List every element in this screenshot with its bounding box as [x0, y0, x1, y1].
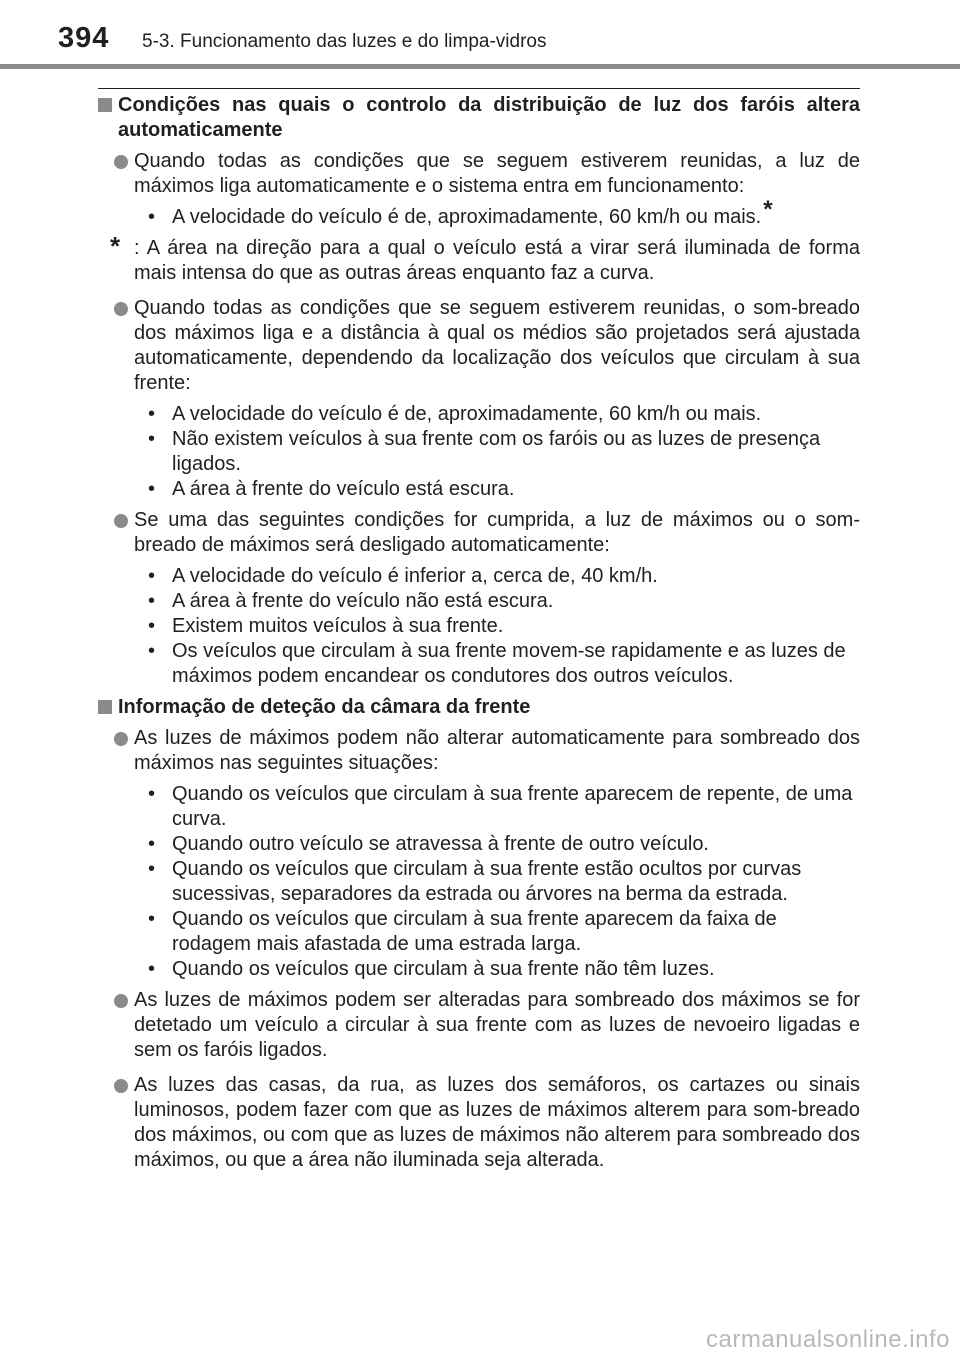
- paragraph-text: Quando todas as condições que se seguem estiverem reunidas, o som-breado dos máximos liga e a distância à qual os médios são projetados será ajustada automaticamente, dependendo da localização dos veículos que circulam à sua frente:: [134, 297, 860, 394]
- sub-list: [134, 402, 860, 502]
- sub-item-text: Quando outro veículo se atravessa à frente de outro veículo.: [172, 833, 709, 855]
- circle-bullet-icon: [114, 302, 128, 316]
- footnote-text: : A área na direção para a qual o veículo está a virar será iluminada de forma mais intensa do que as outras áreas enquanto faz a curva.: [134, 237, 860, 284]
- sub-item-text: Quando os veículos que circulam à sua frente aparecem da faixa de rodagem mais afastada de uma estrada larga.: [172, 908, 777, 955]
- sub-item-text: A velocidade do veículo é de, aproximadamente, 60 km/h ou mais.: [172, 206, 762, 228]
- header-divider: [0, 64, 960, 69]
- sub-list-item: [134, 477, 860, 502]
- circle-bullet-icon: [114, 1079, 128, 1093]
- list-item: [98, 726, 860, 776]
- sub-item-text: Quando os veículos que circulam à sua frente aparecem de repente, de uma curva.: [172, 783, 853, 830]
- list-item: [98, 988, 860, 1063]
- sub-list-item: [134, 782, 860, 832]
- footnote: [98, 231, 860, 286]
- paragraph-text: As luzes de máximos podem ser alteradas para sombreado dos máximos se for detetado um veículo a circular à sua frente com as luzes de nevoeiro ligadas e sem os faróis ligados.: [134, 989, 860, 1061]
- sub-list-item: [134, 857, 860, 907]
- sub-list-item: [134, 614, 860, 639]
- section-heading-text: Informação de deteção da câmara da frente: [118, 696, 531, 718]
- sub-list: [134, 782, 860, 982]
- paragraph-text: As luzes de máximos podem não alterar automaticamente para sombreado dos máximos nas seguintes situações:: [134, 727, 860, 774]
- dot-bullet: •: [148, 958, 156, 980]
- sub-list-item: [134, 196, 860, 230]
- list-item: [98, 1073, 860, 1173]
- dot-bullet: •: [148, 783, 156, 805]
- sub-item-text: Não existem veículos à sua frente com os faróis ou as luzes de presença ligados.: [172, 428, 821, 475]
- content-top-rule: [98, 88, 860, 89]
- paragraph-text: As luzes das casas, da rua, as luzes dos semáforos, os cartazes ou sinais luminosos, podem fazer com que as luzes de máximos alterem para som-breado dos máximos, ou com que as luzes de máximos não alterem para sombreado dos máximos, ou que a área não iluminada seja alterada.: [134, 1074, 860, 1171]
- dot-bullet: •: [148, 640, 156, 662]
- sub-list-item: [134, 402, 860, 427]
- sub-list: [134, 564, 860, 689]
- sub-item-text: A velocidade do veículo é de, aproximadamente, 60 km/h ou mais.: [172, 403, 762, 425]
- page-header: [0, 0, 960, 66]
- dot-bullet: •: [148, 403, 156, 425]
- page-number: 394: [58, 22, 110, 54]
- sub-list-item: [134, 564, 860, 589]
- dot-bullet: •: [148, 478, 156, 500]
- sub-item-text: Quando os veículos que circulam à sua frente não têm luzes.: [172, 958, 715, 980]
- dot-bullet: •: [148, 206, 156, 228]
- square-bullet-icon: [98, 700, 112, 714]
- section-heading-text: Condições nas quais o controlo da distribuição de luz dos faróis altera automaticamente: [118, 94, 860, 141]
- list-item: [98, 149, 860, 199]
- sub-item-text: Existem muitos veículos à sua frente.: [172, 615, 504, 637]
- list-item: [98, 296, 860, 396]
- dot-bullet: •: [148, 833, 156, 855]
- sub-list-item: [134, 639, 860, 689]
- section-heading: [98, 93, 860, 143]
- sub-list: [134, 196, 860, 230]
- footnote-marker: *: [763, 196, 773, 223]
- dot-bullet: •: [148, 565, 156, 587]
- dot-bullet: •: [148, 858, 156, 880]
- sub-item-text: Os veículos que circulam à sua frente movem-se rapidamente e as luzes de máximos podem encandear os condutores dos outros veículos.: [172, 640, 846, 687]
- main-content: [98, 93, 860, 1179]
- square-bullet-icon: [98, 98, 112, 112]
- circle-bullet-icon: [114, 732, 128, 746]
- sub-list-item: [134, 427, 860, 477]
- paragraph-text: Quando todas as condições que se seguem estiverem reunidas, a luz de máximos liga automaticamente e o sistema entra em funcionamento:: [134, 150, 860, 197]
- list-item: [98, 508, 860, 558]
- sub-item-text: Quando os veículos que circulam à sua frente estão ocultos por curvas sucessivas, separadores da estrada ou árvores na berma da estrada.: [172, 858, 802, 905]
- watermark: carmanualsonline.info: [706, 1326, 950, 1353]
- sub-list-item: [134, 832, 860, 857]
- dot-bullet: •: [148, 615, 156, 637]
- dot-bullet: •: [148, 428, 156, 450]
- sub-list-item: [134, 907, 860, 957]
- section-title: 5-3. Funcionamento das luzes e do limpa-vidros: [142, 31, 547, 52]
- sub-item-text: A área à frente do veículo está escura.: [172, 478, 515, 500]
- circle-bullet-icon: [114, 994, 128, 1008]
- sub-list-item: [134, 957, 860, 982]
- sub-list-item: [134, 589, 860, 614]
- asterisk-icon: *: [110, 231, 121, 261]
- circle-bullet-icon: [114, 155, 128, 169]
- sub-item-text: A área à frente do veículo não está escura.: [172, 590, 554, 612]
- dot-bullet: •: [148, 908, 156, 930]
- section-heading: [98, 695, 860, 720]
- circle-bullet-icon: [114, 514, 128, 528]
- sub-item-text: A velocidade do veículo é inferior a, cerca de, 40 km/h.: [172, 565, 658, 587]
- paragraph-text: Se uma das seguintes condições for cumprida, a luz de máximos ou o som-breado de máximos será desligado automaticamente:: [134, 509, 860, 556]
- dot-bullet: •: [148, 590, 156, 612]
